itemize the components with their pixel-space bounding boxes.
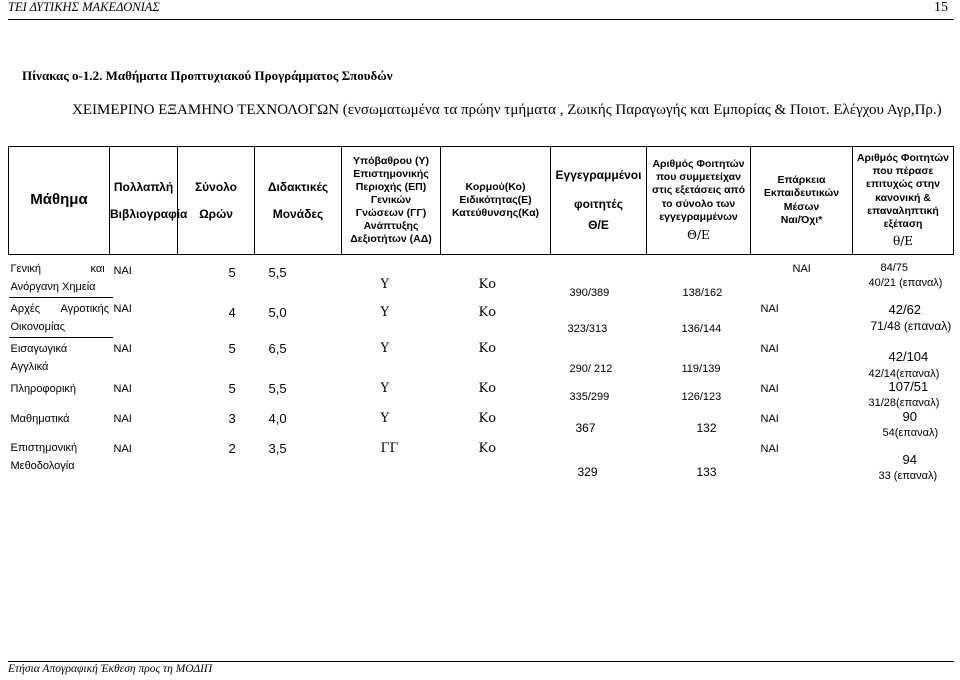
staff-value: ΝΑΙ <box>760 343 779 355</box>
course-type: Υ <box>380 341 390 356</box>
enrolled-value: 335/299 <box>569 391 610 403</box>
enrolled-value: 323/313 <box>567 323 608 335</box>
course-name-word: και <box>90 263 105 275</box>
passed-resit-value: 54(επαναλ) <box>882 427 939 439</box>
bibliography-value: ΝΑΙ <box>113 383 132 395</box>
passed-value: 107/51 <box>888 379 929 394</box>
exam-participants-value: 119/139 <box>681 363 721 375</box>
core-type: Κο <box>478 341 497 356</box>
core-type: Κο <box>478 277 497 292</box>
header-passed: Αριθμός Φοιτητών που πέρασε επιτυχώς στην κανονική & επαναληπτική εξέταση θ/Ε <box>853 147 954 255</box>
staff-value: ΝΑΙ <box>760 383 779 395</box>
course-name-line2: Οικονομίας <box>10 321 66 333</box>
course-type: Υ <box>380 381 390 396</box>
bibliography-value: ΝΑΙ <box>113 265 132 277</box>
course-name: Αρχές <box>10 303 41 315</box>
course-type: Υ <box>380 411 390 426</box>
hours-value: 5 <box>228 381 236 396</box>
course-name-line2: Ανόργανη Χημεία <box>10 281 96 293</box>
hours-value: 2 <box>228 441 236 456</box>
staff-value: ΝΑΙ <box>760 443 779 455</box>
header-row <box>9 147 954 255</box>
header-enrolled: Εγγεγραμμένοι φοιτητές Θ/Ε <box>551 147 647 255</box>
core-type: Κο <box>478 411 497 426</box>
course-name-line2: Μεθοδολογία <box>10 460 75 472</box>
header-rule <box>8 19 954 20</box>
bibliography-value: ΝΑΙ <box>113 413 132 425</box>
exam-participants-value: 126/123 <box>681 391 722 403</box>
hours-value: 5 <box>228 341 236 356</box>
hours-value: 5 <box>228 265 236 280</box>
units-value: 3,5 <box>268 441 287 456</box>
passed-value: 90 <box>902 409 917 424</box>
units-value: 5,5 <box>268 265 287 280</box>
row-divider <box>9 297 113 298</box>
courses-table <box>8 146 954 575</box>
passed-value: 42/104 <box>888 349 929 364</box>
running-header: ΤΕΙ ΔΥΤΙΚΗΣ ΜΑΚΕΔΟΝΙΑΣ <box>8 0 160 14</box>
table-body-area <box>9 255 954 575</box>
hours-value: 3 <box>228 411 236 426</box>
staff-value: ΝΑΙ <box>760 303 779 315</box>
passed-resit-value: 71/48 (επαναλ) <box>870 319 952 333</box>
units-value: 6,5 <box>268 341 287 356</box>
passed-resit-value: 42/14(επαναλ) <box>868 368 940 380</box>
table-subtitle: ΧΕΙΜΕΡΙΝΟ ΕΞΑΜΗΝΟ ΤΕΧΝΟΛΟΓΩΝ (ενσωματωμένα τα πρώην τμήματα , Ζωικής Παραγωγής και Εμπορίας & Ποιοτ. Ελέγχου Αγρ,Πρ.) <box>72 102 942 118</box>
bibliography-value: ΝΑΙ <box>113 303 132 315</box>
header-exam-participants: Αριθμός Φοιτητών που συμμετείχαν στις εξετάσεις από το σύνολο των εγγεγραμμένων Θ/Ε <box>647 147 751 255</box>
header-hours: Σύνολο Ωρών <box>178 147 255 255</box>
passed-resit-value: 33 (επαναλ) <box>878 470 938 482</box>
bibliography-value: ΝΑΙ <box>113 443 132 455</box>
exam-participants-value: 133 <box>696 465 717 479</box>
exam-participants-value: 138/162 <box>682 287 723 299</box>
header-course-type: Υπόβαθρου (Υ) Επιστημονικής Περιοχής (ΕΠ) Γενικών Γνώσεων (ΓΓ) Ανάπτυξης Δεξιοτήτων (ΑΔ) <box>342 147 441 255</box>
course-type: ΓΓ <box>380 441 399 456</box>
course-name-word: Αγροτικής <box>60 303 110 315</box>
course-name-line2: Αγγλικά <box>10 361 49 373</box>
enrolled-value: 290/ 212 <box>569 363 613 375</box>
exam-participants-value: 132 <box>696 421 717 435</box>
enrolled-value: 390/389 <box>569 287 610 299</box>
passed-resit-value: 31/28(επαναλ) <box>868 397 940 409</box>
staff-value: ΝΑΙ <box>760 413 779 425</box>
course-name: Πληροφορική <box>10 383 77 395</box>
enrolled-value: 367 <box>575 421 596 435</box>
course-name: Εισαγωγικά <box>10 343 68 355</box>
header-course: Μάθημα <box>9 147 110 255</box>
header-bibliography: Πολλαπλή Βιβλιογραφία <box>110 147 178 255</box>
page-footer: Ετήσια Απογραφική Έκθεση προς τη ΜΟΔΙΠ <box>8 663 213 675</box>
passed-resit-value: 40/21 (επαναλ) <box>868 277 943 289</box>
course-name: Γενική <box>10 263 42 275</box>
bibliography-value: ΝΑΙ <box>113 343 132 355</box>
page-number: 15 <box>934 0 948 15</box>
passed-value: 42/62 <box>888 302 922 317</box>
passed-value: 94 <box>902 452 917 467</box>
course-type: Υ <box>380 305 390 320</box>
hours-value: 4 <box>228 305 236 320</box>
units-value: 4,0 <box>268 411 287 426</box>
core-type: Κο <box>478 381 497 396</box>
header-teaching-staff: Επάρκεια Εκπαιδευτικών Μέσων Ναι/Όχι* <box>751 147 853 255</box>
passed-value: 84/75 <box>880 262 909 274</box>
staff-value: ΝΑΙ <box>792 263 811 275</box>
course-name: Επιστημονική <box>10 442 78 454</box>
enrolled-value: 329 <box>577 465 598 479</box>
core-type: Κο <box>478 305 497 320</box>
table-body <box>9 255 954 576</box>
course-name: Μαθηματικά <box>10 413 70 425</box>
exam-participants-value: 136/144 <box>681 323 722 335</box>
header-core: Κορμού(Κο) Ειδικότητας(Ε) Κατεύθυνσης(Κα) <box>441 147 551 255</box>
course-type: Υ <box>380 277 390 292</box>
table-caption: Πίνακας ο-1.2. Μαθήματα Προπτυχιακού Προγράμματος Σπουδών <box>22 68 393 83</box>
units-value: 5,5 <box>268 381 287 396</box>
units-value: 5,0 <box>268 305 287 320</box>
core-type: Κο <box>478 441 497 456</box>
footer-rule <box>8 661 954 662</box>
header-units: Διδακτικές Μονάδες <box>255 147 342 255</box>
row-divider <box>9 337 113 338</box>
